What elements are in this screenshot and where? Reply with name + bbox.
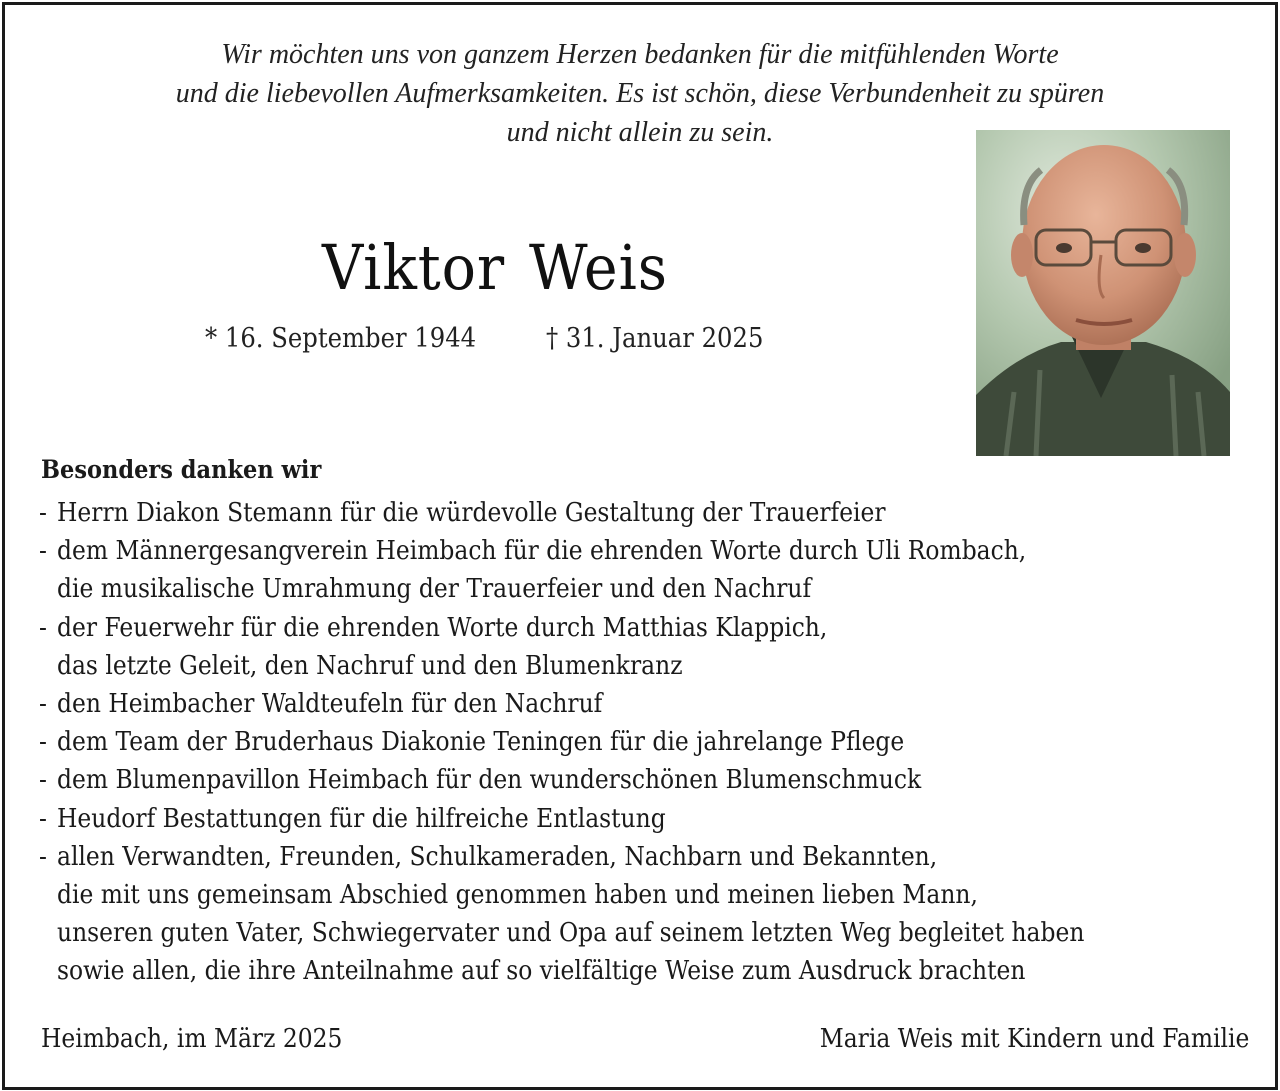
thanks-item: - den Heimbacher Waldteufeln für den Nachruf: [39, 685, 1084, 723]
thanks-item: - allen Verwandten, Freunden, Schulkameraden, Nachbarn und Bekannten, die mit uns gemeinsam Abschied genommen haben und meinen lieben Mann, unseren guten Vater, Schwiegervater und Opa auf seinem letzten Weg begleitet haben sowie allen, die ihre Anteilnahme auf so vielfältige Weise zum Ausdruck brachten: [39, 838, 1084, 991]
thanks-line: Herrn Diakon Stemann für die würdevolle Gestaltung der Trauerfeier: [57, 498, 886, 528]
thanks-line: unseren guten Vater, Schwiegervater und Opa auf seinem letzten Weg begleitet haben: [57, 918, 1085, 949]
intro-line: Wir möchten uns von ganzem Herzen bedanken für die mitfühlenden Worte: [221, 39, 1059, 70]
thanks-line: die mit uns gemeinsam Abschied genommen haben und meinen lieben Mann,: [57, 880, 978, 911]
first-name: Viktor: [322, 231, 506, 304]
thanks-item: - Heudorf Bestattungen für die hilfreiche Entlastung: [39, 800, 1084, 838]
obituary-notice: [2, 2, 1278, 1090]
thanks-line: das letzte Geleit, den Nachruf und den Blumenkranz: [57, 650, 683, 681]
thanks-line: dem Team der Bruderhaus Diakonie Teningen für die jahrelange Pflege: [57, 727, 905, 758]
thanks-line: allen Verwandten, Freunden, Schulkameraden, Nachbarn und Bekannten,: [57, 841, 938, 872]
thanks-item: - dem Blumenpavillon Heimbach für den wunderschönen Blumenschmuck: [39, 761, 1084, 799]
thanks-line: dem Männergesangverein Heimbach für die ehrenden Worte durch Uli Rombach,: [57, 536, 1027, 567]
thanks-line: die musikalische Umrahmung der Trauerfeier und den Nachruf: [57, 574, 812, 605]
intro-line: und nicht allein zu sein.: [506, 117, 774, 148]
deceased-name: [256, 231, 734, 304]
birth-date: * 16. September 1944: [205, 323, 477, 354]
thanks-item: - dem Team der Bruderhaus Diakonie Teningen für die jahrelange Pflege: [39, 723, 1084, 761]
thanks-line: sowie allen, die ihre Anteilnahme auf so vielfältige Weise zum Ausdruck brachten: [57, 956, 1026, 987]
thanks-line: den Heimbacher Waldteufeln für den Nachruf: [57, 689, 603, 720]
place-date: Heimbach, im März 2025: [41, 1024, 343, 1054]
thanks-item: - der Feuerwehr für die ehrenden Worte durch Matthias Klappich, das letzte Geleit, den Nachruf und den Blumenkranz: [39, 609, 1084, 685]
thanks-item: - dem Männergesangverein Heimbach für die ehrenden Worte durch Uli Rombach, die musikalische Umrahmung der Trauerfeier und den Nachruf: [39, 532, 1084, 608]
portrait-photo: [976, 130, 1230, 456]
portrait-photo-icon: [976, 130, 1230, 456]
last-name: Weis: [529, 231, 668, 304]
thanks-line: dem Blumenpavillon Heimbach für den wunderschönen Blumenschmuck: [57, 765, 922, 796]
intro-line: und die liebevollen Aufmerksamkeiten. Es ist schön, diese Verbundenheit zu spüren: [175, 78, 1105, 109]
thanks-list: [39, 494, 1084, 991]
thanks-item: - Herrn Diakon Stemann für die würdevolle Gestaltung der Trauerfeier: [39, 494, 1084, 532]
signature: Maria Weis mit Kindern und Familie: [819, 1024, 1249, 1054]
death-date: † 31. Januar 2025: [546, 323, 764, 354]
thanks-line: Heudorf Bestattungen für die hilfreiche Entlastung: [57, 803, 666, 834]
thanks-heading: Besonders danken wir: [41, 455, 322, 484]
thanks-line: der Feuerwehr für die ehrenden Worte durch Matthias Klappich,: [57, 612, 828, 643]
